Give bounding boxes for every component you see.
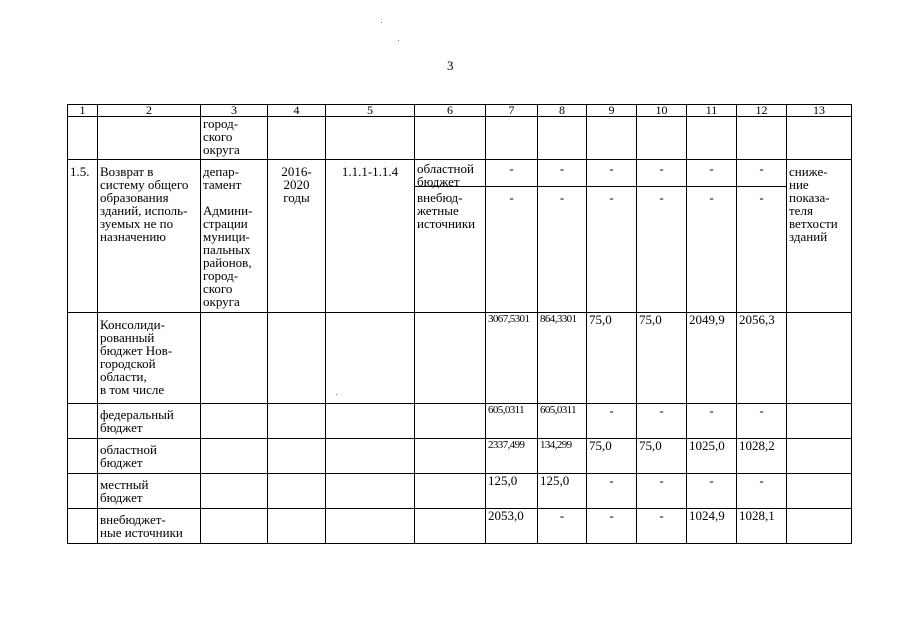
value-cell: - [737,160,786,187]
value-cell: - [538,509,587,544]
column-number: 10 [637,105,687,117]
budget-label: областной бюджет [100,442,157,470]
measure-name: Возврат в систему общего образования зданий, исполь- зуемых не по назначению [100,164,189,244]
continuation-row [68,117,852,160]
value-cell: - [587,474,637,509]
table-row [68,160,852,313]
value-cell: - [659,190,664,205]
value-cell: 605,0311 [486,404,538,439]
page-number: 3 [447,58,454,73]
column-number: 5 [326,105,415,117]
value-cell: - [509,190,514,205]
value-cell: - [637,404,687,439]
value-cell: 134,299 [538,439,587,474]
indicator-ref: 1.1.1-1.1.4 [341,164,399,179]
value-cell: 125,0 [486,474,538,509]
value-cell: 75,0 [637,439,687,474]
column-number: 7 [486,105,538,117]
expected-result: сниже- ние показа- теля ветхости зданий [789,164,838,244]
source-regional: областной бюджет [417,161,474,189]
period: 2016- 2020 годы [281,164,312,205]
value-cell: - [737,404,787,439]
table-row [68,509,852,544]
value-cell: - [609,190,614,205]
column-number: 11 [687,105,737,117]
value-cell: 864,3301 [538,313,587,404]
value-cell: 2049,9 [687,313,737,404]
source-extrabudget: внебюд- жетные источники [417,190,476,231]
column-number-row [68,105,852,117]
scan-speck [398,40,399,41]
value-cell: 75,0 [587,313,637,404]
column-number: 12 [737,105,787,117]
scan-speck [381,22,382,23]
value-cell: 2056,3 [737,313,787,404]
value-cell: - [687,160,736,187]
column-number: 13 [787,105,852,117]
budget-label: Консолиди- рованный бюджет Нов- городской области, в том числе [100,317,173,397]
value-cell: 605,0311 [538,404,587,439]
value-cell: 75,0 [637,313,687,404]
value-cell: 2053,0 [486,509,538,544]
value-cell: - [538,160,586,187]
column-number: 2 [98,105,201,117]
value-cell: 1025,0 [687,439,737,474]
value-cell: - [559,190,565,205]
value-cell: - [687,474,737,509]
column-number: 1 [68,105,98,117]
value-cell: - [587,160,636,187]
value-cell: - [687,404,737,439]
column-number: 8 [538,105,587,117]
value-cell: 1028,2 [737,439,787,474]
value-cell: - [486,160,537,187]
budget-label: местный бюджет [100,477,149,505]
column-number: 3 [201,105,268,117]
item-number: 1.5. [70,164,90,179]
value-cell: - [709,190,714,205]
value-cell: - [587,404,637,439]
value-cell: 1024,9 [687,509,737,544]
value-cell: - [759,190,764,205]
value-cell: - [737,474,787,509]
table-row [68,474,852,509]
table-row [68,404,852,439]
value-cell: 3067,5301 [486,313,538,404]
value-cell: - [637,474,687,509]
value-cell: 75,0 [587,439,637,474]
column-number: 9 [587,105,637,117]
value-cell: - [637,160,686,187]
program-table [67,104,852,544]
value-cell: - [587,509,637,544]
value-cell: 125,0 [538,474,587,509]
value-cell: 2337,499 [486,439,538,474]
value-cell: - [637,509,687,544]
budget-label: внебюджет- ные источники [100,512,183,540]
value-cell: 1028,1 [737,509,787,544]
table-row [68,313,852,404]
column-number: 6 [415,105,486,117]
column-number: 4 [268,105,326,117]
executor-continuation: город- ского округа [203,116,240,157]
executor: депар- тамент Админи- страции муници- пальных районов, город- ского округа [203,164,253,309]
table-row [68,439,852,474]
budget-label: федеральный бюджет [100,407,174,435]
